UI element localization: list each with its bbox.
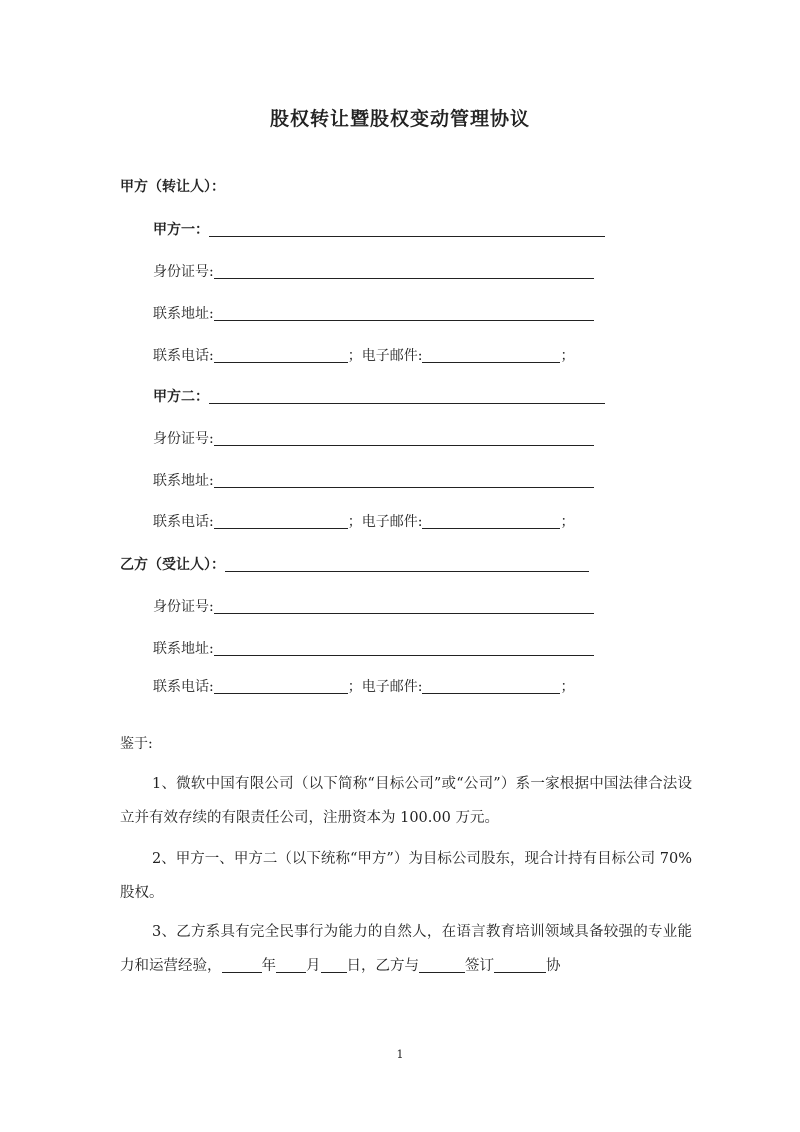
page-number: 1 xyxy=(396,1048,404,1061)
whereas-heading: 鉴于: xyxy=(120,736,153,752)
party-a2-id-blank[interactable] xyxy=(214,429,594,446)
party-b-email-blank[interactable] xyxy=(422,677,560,694)
party-a2-address-blank[interactable] xyxy=(214,471,594,488)
party-a1-id-blank[interactable] xyxy=(214,262,594,279)
party-a2-contact-end: ； xyxy=(560,514,575,530)
document-title: 股权转让暨股权变动管理协议 xyxy=(269,108,530,130)
party-a2-contact-row xyxy=(153,511,574,533)
party-b-id-row xyxy=(153,596,594,618)
party-a2-address-row xyxy=(153,470,594,492)
party-b-name-row xyxy=(120,554,589,576)
party-b-address-row xyxy=(153,638,594,660)
party-b-address-label: 联系地址: xyxy=(153,641,214,657)
party-b-id-label: 身份证号: xyxy=(153,599,214,615)
party-a2-phone-label: 联系电话: xyxy=(153,514,214,530)
party-a1-email-blank[interactable] xyxy=(422,346,560,363)
clause-3-blank-day[interactable] xyxy=(321,956,347,973)
party-a1-contact-row xyxy=(153,345,574,367)
clause-3-month: 月 xyxy=(306,958,321,974)
party-b-phone-label: 联系电话: xyxy=(153,679,214,695)
party-a2-email-label: ；电子邮件: xyxy=(347,514,423,530)
party-a2-label: 甲方二： xyxy=(153,389,209,405)
party-b-heading: 乙方（受让人）： xyxy=(120,557,225,573)
party-a2-phone-blank[interactable] xyxy=(214,512,348,529)
party-a1-address-row xyxy=(153,303,594,325)
clause-2: 2、甲方一、甲方二（以下统称“甲方”）为目标公司股东，现合计持有目标公司 70%股权。 xyxy=(120,851,692,901)
party-a1-phone-label: 联系电话: xyxy=(153,348,214,364)
party-a2-id-label: 身份证号: xyxy=(153,431,214,447)
party-a1-email-label: ；电子邮件: xyxy=(347,348,423,364)
party-b-id-blank[interactable] xyxy=(214,597,594,614)
party-a2-name-row xyxy=(153,386,605,408)
party-a1-name-blank[interactable] xyxy=(209,220,605,237)
clause-1: 1、微软中国有限公司（以下简称“目标公司”或“公司”）系一家根据中国法律合法设立并有效存续的有限责任公司，注册资本为 100.00 万元。 xyxy=(120,776,692,826)
party-a1-id-label: 身份证号: xyxy=(153,264,214,280)
party-b-contact-row xyxy=(153,676,574,698)
party-a1-id-row xyxy=(153,261,594,283)
party-b-address-blank[interactable] xyxy=(214,639,594,656)
party-b-phone-blank[interactable] xyxy=(214,677,348,694)
party-b-contact-end: ； xyxy=(560,679,575,695)
clause-3 xyxy=(120,915,692,983)
party-a1-phone-blank[interactable] xyxy=(214,346,348,363)
party-a2-id-row xyxy=(153,428,594,450)
party-a1-address-blank[interactable] xyxy=(214,304,594,321)
clause-3-blank-agreement[interactable] xyxy=(494,956,546,973)
clause-3-blank-month[interactable] xyxy=(276,956,306,973)
clause-3-year: 年 xyxy=(261,958,276,974)
party-a2-address-label: 联系地址: xyxy=(153,473,214,489)
clause-3-day: 日，乙方与 xyxy=(346,958,419,974)
clause-3-blank-year[interactable] xyxy=(222,956,262,973)
party-a2-email-blank[interactable] xyxy=(422,512,560,529)
party-a-heading: 甲方（转让人）： xyxy=(120,179,225,195)
party-a1-label: 甲方一： xyxy=(153,222,209,238)
party-a1-name-row xyxy=(153,219,605,241)
party-b-name-blank[interactable] xyxy=(225,555,589,572)
clause-3-text: 3、乙方系具有完全民事行为能力的自然人，在语言教育培训领域具备较强的专业能力和运营经验， xyxy=(120,924,692,974)
party-a2-name-blank[interactable] xyxy=(209,387,605,404)
party-a1-contact-end: ； xyxy=(560,348,575,364)
party-a1-address-label: 联系地址: xyxy=(153,306,214,322)
clause-3-tail: 协 xyxy=(546,958,561,974)
clause-3-signed: 签订 xyxy=(465,958,494,974)
party-b-email-label: ；电子邮件: xyxy=(347,679,423,695)
clause-3-blank-party[interactable] xyxy=(419,956,465,973)
